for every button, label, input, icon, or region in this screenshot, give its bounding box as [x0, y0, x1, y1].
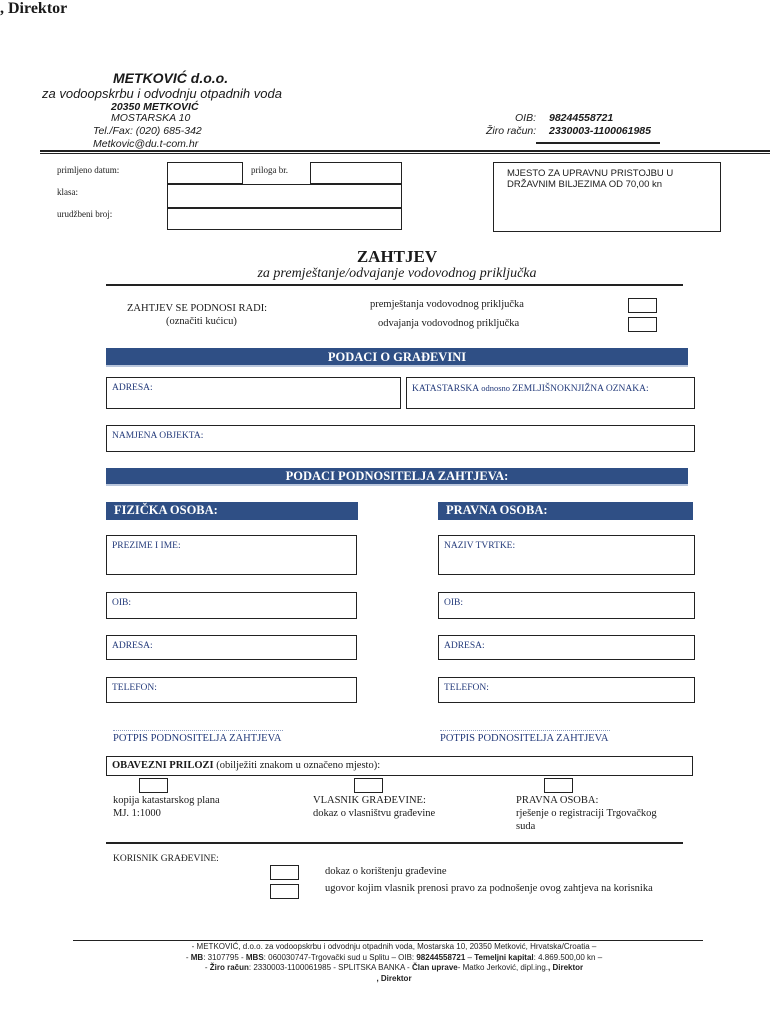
legal-signature-line[interactable] — [440, 730, 610, 731]
attachment-ownership-line1: VLASNIK GRAĐEVINE: — [313, 795, 426, 806]
attachments-header — [112, 760, 380, 771]
natural-signature-line[interactable] — [113, 730, 283, 731]
natural-phone-field[interactable] — [106, 677, 357, 703]
attachments-header-box — [106, 756, 693, 776]
user-option-owner-contract: ugovor kojim vlasnik prenosi pravo za podnošenje ovog zahtjeva na korisnika — [325, 883, 653, 894]
building-section-title: PODACI O GRAĐEVINI — [327, 350, 467, 364]
legal-oib-field[interactable] — [438, 592, 695, 619]
natural-address-label: ADRESA: — [112, 641, 153, 651]
oib-label: OIB: — [515, 112, 537, 124]
natural-phone-label: TELEFON: — [112, 683, 157, 693]
company-phone: Tel./Fax: (020) 685-342 — [93, 125, 202, 137]
title-underline — [106, 284, 683, 286]
account-label: Žiro račun: — [486, 125, 537, 137]
attachments-count-label: priloga br. — [251, 165, 288, 175]
building-section-header — [106, 348, 688, 367]
natural-name-field[interactable] — [106, 535, 357, 575]
footer: - METKOVIĆ, d.o.o. za vodoopskrbu i odvodnju otpadnih voda, Mostarska 10, 20350 Metković, Hrvatska/Croatia – - MB: 3107795 - MBS: 060030747-Trgovački sud u Splitu – OIB: 98244558721 – Temeljni kapital: 4.869.500,00 kn – - Žiro račun: 2330003-1100061985 - SPLITSKA BANKA - Član uprave- Matko Jerković, dipl.ing., Direktor , Direktor — [60, 942, 728, 984]
legal-signature-label: POTPIS PODNOSITELJA ZAHTJEVA — [440, 733, 609, 744]
attachment-legal-person-line1: PRAVNA OSOBA: — [516, 795, 599, 806]
applicant-section-title: PODACI PODNOSITELJA ZAHTJEVA: — [285, 469, 509, 483]
footer-line-1: - METKOVIĆ, d.o.o. za vodoopskrbu i odvodnju otpadnih voda, Mostarska 10, 20350 Metković, Hrvatska/Croatia – — [191, 942, 597, 951]
cadastral-label-b: odnosno — [479, 383, 513, 393]
attachment-legal-person-line2: rješenje o registraciji Trgovačkog — [516, 808, 657, 819]
checkbox-separation[interactable] — [628, 317, 657, 332]
attachment-legal-person — [516, 794, 657, 833]
building-address-label: ADRESA: — [112, 383, 153, 393]
cadastral-mark-field[interactable] — [406, 377, 695, 409]
form-title: ZAHTJEV — [356, 247, 438, 266]
attachment-legal-person-line3: suda — [516, 821, 536, 832]
building-address-field[interactable] — [106, 377, 401, 409]
checkbox-usage-proof[interactable] — [270, 865, 299, 880]
attachment-cadastral-plan-line1: kopija katastarskog plana — [113, 795, 220, 806]
class-field[interactable] — [167, 184, 402, 208]
legal-address-label: ADRESA: — [444, 641, 485, 651]
attachments-title-hint: (obilježiti znakom u označeno mjesto): — [213, 760, 381, 771]
stamp-area-text: MJESTO ZA UPRAVNU PRISTOJBU U DRŽAVNIM BILJEZIMA OD 70,00 kn — [507, 168, 674, 190]
header-divider-bottom — [40, 153, 770, 154]
natural-address-field[interactable] — [106, 635, 357, 660]
received-date-field[interactable] — [167, 162, 243, 184]
legal-phone-label: TELEFON: — [444, 683, 489, 693]
cadastral-label-c: ZEMLJIŠNOKNJIŽNA OZNAKA: — [512, 384, 649, 394]
cadastral-label-a: KATASTARSKA — [412, 384, 480, 394]
company-description: za vodoopskrbu i odvodnju otpadnih voda — [42, 86, 282, 101]
reason-option-relocation: premještanja vodovodnog priključka — [370, 299, 524, 310]
building-user-label: KORISNIK GRAĐEVINE: — [113, 854, 219, 864]
footer-line-2: - MB: 3107795 - MBS: 060030747-Trgovački sud u Splitu – OIB: 98244558721 – Temeljni kapital: 4.869.500,00 kn – — [185, 952, 603, 962]
legal-phone-field[interactable] — [438, 677, 695, 703]
footer-line-3: - Žiro račun: 2330003-1100061985 - SPLITSKA BANKA - Član uprave- Matko Jerković, dipl.ing., Direktor — [204, 963, 584, 972]
oib-value: 98244558721 — [549, 112, 614, 124]
natural-signature-label: POTPIS PODNOSITELJA ZAHTJEVA — [113, 733, 282, 744]
attachments-count-field[interactable] — [310, 162, 402, 184]
natural-person-header — [106, 502, 358, 520]
attachments-title: OBAVEZNI PRILOZI — [112, 760, 214, 771]
applicant-section-header — [106, 468, 688, 486]
class-label: klasa: — [57, 187, 78, 197]
reason-label: ZAHTJEV SE PODNOSI RADI: — [127, 303, 268, 314]
company-email: Metkovic@du.t-com.hr — [93, 138, 199, 150]
natural-person-title: FIZIČKA OSOBA: — [114, 503, 218, 517]
stamp-area — [493, 162, 721, 232]
account-underline — [536, 142, 660, 144]
natural-oib-label: OIB: — [112, 598, 131, 608]
checkbox-relocation[interactable] — [628, 298, 657, 313]
attachment-cadastral-plan-line2: MJ. 1:1000 — [113, 808, 161, 819]
legal-address-field[interactable] — [438, 635, 695, 660]
legal-person-header — [438, 502, 693, 520]
checkbox-court-registration[interactable] — [544, 778, 573, 793]
registry-number-field[interactable] — [167, 208, 402, 230]
company-street: MOSTARSKA 10 — [111, 112, 191, 124]
registry-number-label: urudžbeni broj: — [57, 209, 113, 219]
reason-option-separation: odvajanja vodovodnog priključka — [378, 318, 520, 329]
building-purpose-field[interactable] — [106, 425, 695, 452]
header-divider-top — [40, 150, 770, 152]
natural-name-label: PREZIME I IME: — [112, 541, 181, 551]
natural-oib-field[interactable] — [106, 592, 357, 619]
legal-person-title: PRAVNA OSOBA: — [446, 503, 548, 517]
received-date-label: primljeno datum: — [57, 165, 120, 175]
attachment-ownership — [313, 794, 435, 820]
account-value: 2330003-1100061985 — [549, 125, 651, 137]
user-option-usage-proof: dokaz o korištenju građevine — [325, 866, 447, 877]
checkbox-ownership-proof[interactable] — [354, 778, 383, 793]
company-city: 20350 METKOVIĆ — [111, 101, 199, 113]
legal-company-name-label: NAZIV TVRTKE: — [444, 541, 516, 551]
reason-hint: (označiti kućicu) — [166, 316, 237, 327]
legal-oib-label: OIB: — [444, 598, 463, 608]
attachment-ownership-line2: dokaz o vlasništvu građevine — [313, 808, 436, 819]
checkbox-owner-contract[interactable] — [270, 884, 299, 899]
attachment-cadastral-plan — [113, 794, 220, 820]
checkbox-cadastral-plan[interactable] — [139, 778, 168, 793]
form-subtitle: za premještanje/odvajanje vodovodnog priključka — [257, 266, 537, 281]
legal-company-name-field[interactable] — [438, 535, 695, 575]
footer-divider — [73, 940, 703, 941]
building-purpose-label: NAMJENA OBJEKTA: — [112, 431, 204, 441]
company-name: METKOVIĆ d.o.o. — [113, 70, 229, 86]
attachments-divider — [106, 842, 683, 844]
